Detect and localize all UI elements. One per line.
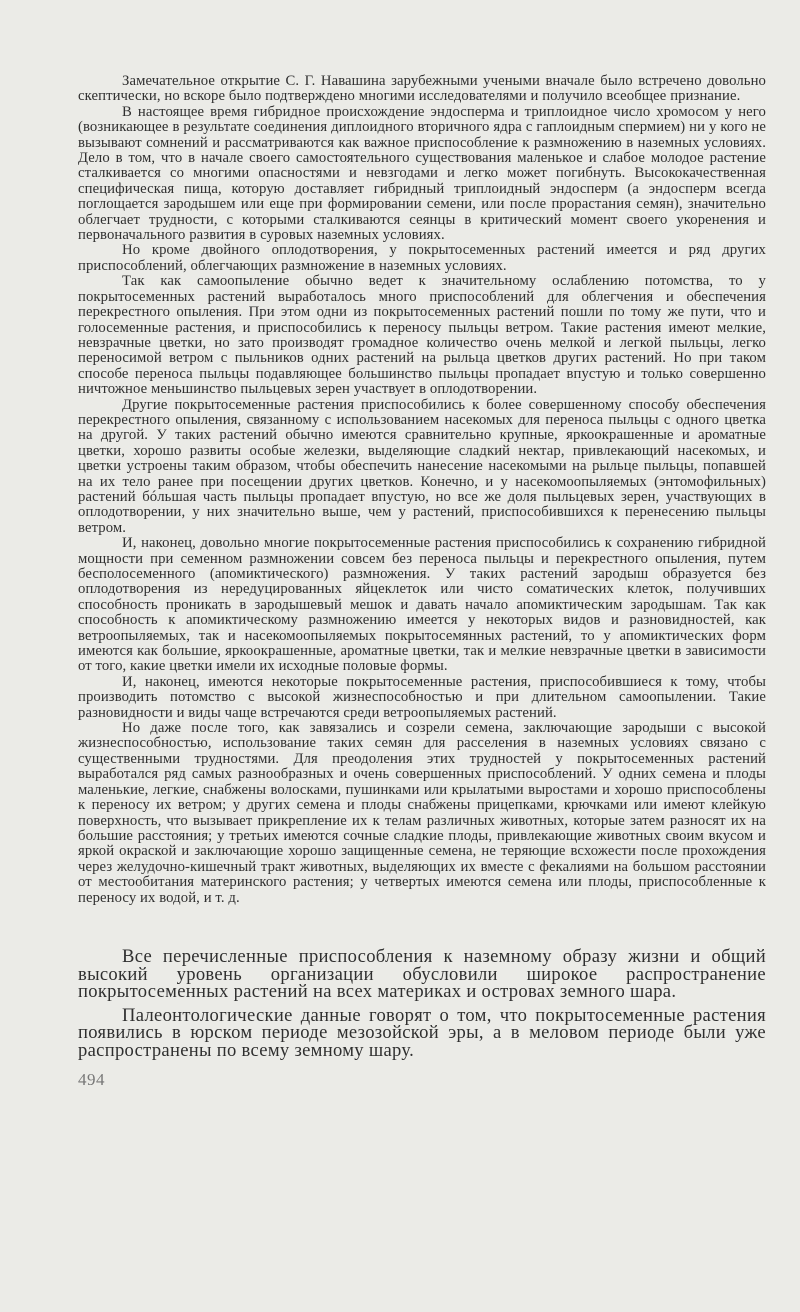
main-text	[78, 74, 766, 906]
paragraph-2: В настоящее время гибридное происхождение эндосперма и триплоидное число хромосом у него (возникающее в результате соединения диплоидного вторичного ядра с гаплоидным спермием) ни у кого не вызывают сомнений и рассматриваются как важное приспособление к размножению в наземных условиях. Дело в том, что в начале своего самостоятельного существования маленькое и слабое молодое растение сталкивается со многими опасностями и невзгодами и легко может погибнуть. Высококачественная специфическая пища, которую доставляет гибридный триплоидный эндосперм (а эндосперм всегда поглощается зародышем или еще при формировании семени, или после прорастания семян), значительно облегчает трудности, с которыми сталкиваются сеянцы в критический момент своего укоренения и первоначального развития в суровых наземных условиях.	[78, 103, 766, 244]
paragraph-5: Другие покрытосеменные растения приспособились к более совершенному способу обеспечения перекрестного опыления, связанному с использованием насекомых для переноса пыльцы с одного цветка на другой. У таких растений обычно имеются сравнительно крупные, яркоокрашенные и ароматные цветки, хорошо развиты особые железки, выделяющие сладкий нектар, привлекающий насекомых, и цветки устроены таким образом, чтобы обеспечить нанесение насекомыми на рыльце пыльцы, попавшей на их тело ранее при посещении других цветков. Конечно, и у насекомоопыляемых (энтомофильных) растений бóльшая часть пыльцы пропадает впустую, но все же доля пыльцевых зерен, участвующих в оплодотворении, у них значительно выше, чем у растений, приспособившихся к перенесению пыльцы ветром.	[78, 396, 766, 536]
paragraph-6: И, наконец, довольно многие покрытосеменные растения приспособились к сохранению гибридной мощности при семенном размножении совсем без переноса пыльцы и перекрестного опыления, путем бесполосеменного (апомиктического) размножения. У таких растений зародыш образуется без оплодотворения из нередуцированных яйцеклеток или чисто соматических клеток, получивших способность проникать в зародышевый мешок и давать начало апомиктическим зародышам. Так как способность к апомиктическому размножению имеется у некоторых видов и разновидностей, как ветроопыляемых, так и насекомоопыляемых покрытосемянных растений, то у апомиктических форм имеются как большие, яркоокрашенные, ароматные цветки, так и мелкие невзрачные цветки в зависимости от того, какие цветки имели их исходные половые формы.	[78, 535, 766, 675]
paragraph-1: Замечательное открытие С. Г. Навашина зарубежными учеными вначале было встречено довольно скептически, но вскоре было подтверждено многими исследователями и получило всеобщее признание.	[78, 73, 766, 105]
paragraph-3: Но кроме двойного оплодотворения, у покрытосеменных растений имеется и ряд других приспособлений, облегчающих размножение в наземных условиях.	[78, 242, 766, 274]
paragraph-4: Так как самоопыление обычно ведет к значительному ослаблению потомства, то у покрытосеменных растений выработалось много приспособлений для облегчения и обеспечения перекрестного опыления. При этом одни из покрытосеменных растений пошли по тому же пути, что и голосеменные растения, и приспособились к переносу пыльцы ветром. Такие растения имеют мелкие, невзрачные цветки, но зато производят громадное количество очень мелкой и легкой пыльцы, легко переносимой ветром с пыльников одних растений на рыльца цветков других растений. Но при таком способе переноса пыльцы подавляющее большинство пыльцы пропадает впустую и только совершенно ничтожное меньшинство пыльцевых зерен участвует в оплодотворении.	[78, 273, 766, 398]
summary-paragraph-2: Палеонтологические данные говорят о том, что покрытосеменные растения появились в юрском периоде мезозойской эры, а в меловом периоде были уже распространены по всему земному шару.	[78, 1004, 766, 1061]
paragraph-8: Но даже после того, как завязались и созрели семена, заключающие зародыши с высокой жизнеспособностью, использование таких семян для расселения в наземных условиях связано с существенными трудностями. Для преодоления этих трудностей у покрытосеменных растений выработался ряд самых разнообразных и очень совершенных приспособлений. У одних семена и плоды маленькие, легкие, снабжены волосками, пушинками или крылатыми выростами и хорошо приспособлены к переносу их ветром; у других семена и плоды снабжены прицепками, крючками или имеют клейкую поверхность, что вызывает прикрепление их к телам различных животных, которые затем разносят их на большие расстояния; у третьих имеются сочные сладкие плоды, привлекающие животных своим вкусом и яркой окраской и заключающие хорошо защищенные семена, не теряющие всхожести после прохождения через желудочно-кишечный тракт животных, выделяющих их вместе с фекалиями на большом расстоянии от местообитания материнского растения; у четвертых имеются семена или плоды, приспособленные к переносу их водой, и т. д.	[78, 720, 766, 906]
summary-text	[78, 945, 766, 1061]
summary-paragraph-1: Все перечисленные приспособления к наземному образу жизни и общий высокий уровень организации обусловили широкое распространение покрытосеменных растений на всех материках и островах земного шара.	[78, 945, 766, 1003]
paragraph-7: И, наконец, имеются некоторые покрытосеменные растения, приспособившиеся к тому, чтобы производить потомство с высокой жизнеспособностью и при длительном самоопылении. Такие разновидности и виды чаще встречаются среди ветроопыляемых растений.	[78, 673, 766, 721]
page-number: 494	[78, 1069, 105, 1089]
